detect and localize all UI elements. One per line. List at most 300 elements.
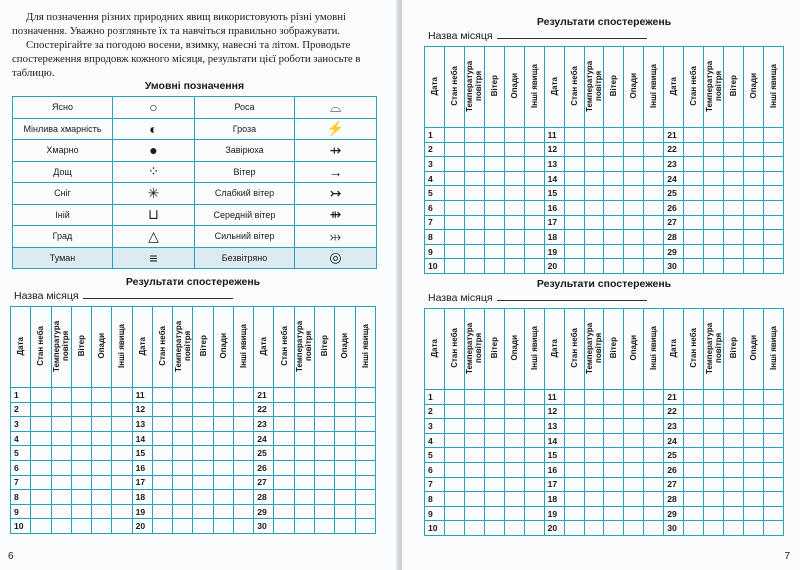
observation-cell[interactable] [31, 504, 51, 519]
observation-cell[interactable] [355, 504, 375, 519]
observation-cell[interactable] [744, 433, 764, 448]
month-input-line[interactable] [497, 292, 647, 301]
observation-cell[interactable] [504, 448, 524, 463]
observation-cell[interactable] [684, 506, 704, 521]
observation-cell[interactable] [624, 244, 644, 259]
observation-cell[interactable] [704, 521, 724, 536]
observation-cell[interactable] [444, 433, 464, 448]
observation-cell[interactable] [644, 215, 664, 230]
observation-cell[interactable] [92, 504, 112, 519]
observation-cell[interactable] [644, 477, 664, 492]
observation-cell[interactable] [564, 462, 584, 477]
observation-cell[interactable] [604, 259, 624, 274]
observation-cell[interactable] [504, 521, 524, 536]
observation-cell[interactable] [112, 460, 132, 475]
observation-cell[interactable] [233, 388, 253, 403]
observation-cell[interactable] [213, 388, 233, 403]
observation-cell[interactable] [763, 419, 783, 434]
observation-cell[interactable] [444, 462, 464, 477]
observation-cell[interactable] [112, 446, 132, 461]
observation-cell[interactable] [624, 492, 644, 507]
observation-cell[interactable] [564, 259, 584, 274]
observation-cell[interactable] [31, 402, 51, 417]
observation-cell[interactable] [524, 448, 544, 463]
observation-cell[interactable] [152, 431, 172, 446]
observation-cell[interactable] [564, 404, 584, 419]
observation-cell[interactable] [724, 492, 744, 507]
observation-cell[interactable] [504, 390, 524, 405]
observation-cell[interactable] [584, 448, 604, 463]
observation-cell[interactable] [464, 244, 484, 259]
observation-cell[interactable] [152, 519, 172, 534]
observation-cell[interactable] [173, 402, 193, 417]
observation-cell[interactable] [584, 259, 604, 274]
observation-cell[interactable] [763, 390, 783, 405]
observation-cell[interactable] [763, 186, 783, 201]
observation-cell[interactable] [584, 492, 604, 507]
observation-cell[interactable] [51, 446, 71, 461]
observation-cell[interactable] [624, 128, 644, 143]
observation-cell[interactable] [744, 230, 764, 245]
observation-cell[interactable] [763, 142, 783, 157]
observation-cell[interactable] [504, 186, 524, 201]
observation-cell[interactable] [112, 475, 132, 490]
observation-cell[interactable] [504, 462, 524, 477]
observation-cell[interactable] [464, 448, 484, 463]
observation-cell[interactable] [71, 388, 91, 403]
observation-cell[interactable] [173, 431, 193, 446]
observation-cell[interactable] [484, 128, 504, 143]
observation-cell[interactable] [704, 492, 724, 507]
observation-cell[interactable] [193, 417, 213, 432]
observation-cell[interactable] [484, 390, 504, 405]
observation-cell[interactable] [524, 259, 544, 274]
observation-cell[interactable] [173, 446, 193, 461]
observation-cell[interactable] [335, 417, 355, 432]
observation-cell[interactable] [684, 171, 704, 186]
observation-cell[interactable] [444, 142, 464, 157]
observation-cell[interactable] [71, 446, 91, 461]
observation-cell[interactable] [335, 460, 355, 475]
observation-cell[interactable] [335, 490, 355, 505]
observation-cell[interactable] [644, 448, 664, 463]
observation-cell[interactable] [763, 506, 783, 521]
observation-cell[interactable] [644, 462, 664, 477]
observation-cell[interactable] [584, 157, 604, 172]
observation-cell[interactable] [173, 417, 193, 432]
observation-cell[interactable] [584, 200, 604, 215]
observation-cell[interactable] [624, 448, 644, 463]
observation-cell[interactable] [604, 142, 624, 157]
observation-cell[interactable] [524, 230, 544, 245]
observation-cell[interactable] [744, 448, 764, 463]
observation-cell[interactable] [763, 157, 783, 172]
observation-cell[interactable] [294, 490, 314, 505]
observation-cell[interactable] [524, 492, 544, 507]
observation-cell[interactable] [584, 230, 604, 245]
observation-cell[interactable] [624, 390, 644, 405]
observation-cell[interactable] [584, 419, 604, 434]
observation-cell[interactable] [644, 186, 664, 201]
observation-cell[interactable] [31, 519, 51, 534]
observation-cell[interactable] [504, 200, 524, 215]
observation-cell[interactable] [444, 186, 464, 201]
observation-cell[interactable] [31, 490, 51, 505]
observation-cell[interactable] [464, 230, 484, 245]
observation-cell[interactable] [335, 388, 355, 403]
observation-cell[interactable] [152, 388, 172, 403]
observation-cell[interactable] [584, 215, 604, 230]
observation-cell[interactable] [604, 506, 624, 521]
observation-cell[interactable] [173, 504, 193, 519]
observation-cell[interactable] [744, 419, 764, 434]
observation-cell[interactable] [684, 259, 704, 274]
observation-cell[interactable] [564, 506, 584, 521]
observation-cell[interactable] [644, 142, 664, 157]
observation-cell[interactable] [444, 230, 464, 245]
observation-cell[interactable] [624, 462, 644, 477]
observation-cell[interactable] [564, 244, 584, 259]
observation-cell[interactable] [744, 128, 764, 143]
observation-cell[interactable] [464, 404, 484, 419]
observation-cell[interactable] [274, 402, 294, 417]
observation-cell[interactable] [464, 390, 484, 405]
observation-cell[interactable] [274, 519, 294, 534]
month-input-line[interactable] [497, 30, 647, 39]
observation-cell[interactable] [604, 230, 624, 245]
observation-cell[interactable] [355, 519, 375, 534]
observation-cell[interactable] [504, 128, 524, 143]
observation-cell[interactable] [524, 506, 544, 521]
observation-cell[interactable] [31, 460, 51, 475]
observation-cell[interactable] [31, 446, 51, 461]
observation-cell[interactable] [564, 128, 584, 143]
observation-cell[interactable] [152, 417, 172, 432]
observation-cell[interactable] [763, 230, 783, 245]
observation-cell[interactable] [704, 506, 724, 521]
observation-cell[interactable] [624, 200, 644, 215]
observation-cell[interactable] [274, 431, 294, 446]
observation-cell[interactable] [444, 244, 464, 259]
observation-cell[interactable] [274, 504, 294, 519]
observation-cell[interactable] [355, 402, 375, 417]
observation-cell[interactable] [233, 417, 253, 432]
observation-cell[interactable] [233, 402, 253, 417]
observation-cell[interactable] [464, 477, 484, 492]
observation-cell[interactable] [213, 446, 233, 461]
observation-cell[interactable] [464, 492, 484, 507]
observation-cell[interactable] [763, 128, 783, 143]
observation-cell[interactable] [744, 462, 764, 477]
observation-cell[interactable] [704, 186, 724, 201]
observation-cell[interactable] [484, 448, 504, 463]
observation-cell[interactable] [644, 390, 664, 405]
observation-cell[interactable] [604, 433, 624, 448]
observation-cell[interactable] [92, 431, 112, 446]
observation-cell[interactable] [704, 142, 724, 157]
observation-cell[interactable] [524, 142, 544, 157]
observation-cell[interactable] [193, 519, 213, 534]
observation-cell[interactable] [684, 230, 704, 245]
observation-cell[interactable] [684, 477, 704, 492]
observation-cell[interactable] [484, 462, 504, 477]
observation-cell[interactable] [524, 215, 544, 230]
observation-cell[interactable] [314, 388, 334, 403]
observation-cell[interactable] [233, 431, 253, 446]
observation-cell[interactable] [724, 157, 744, 172]
observation-cell[interactable] [624, 230, 644, 245]
observation-cell[interactable] [464, 521, 484, 536]
observation-cell[interactable] [524, 200, 544, 215]
observation-cell[interactable] [444, 171, 464, 186]
observation-cell[interactable] [704, 419, 724, 434]
observation-cell[interactable] [314, 475, 334, 490]
observation-cell[interactable] [604, 186, 624, 201]
observation-cell[interactable] [444, 128, 464, 143]
observation-cell[interactable] [564, 157, 584, 172]
observation-cell[interactable] [294, 475, 314, 490]
observation-cell[interactable] [464, 142, 484, 157]
observation-cell[interactable] [213, 417, 233, 432]
observation-cell[interactable] [213, 490, 233, 505]
observation-cell[interactable] [274, 460, 294, 475]
observation-cell[interactable] [524, 462, 544, 477]
observation-cell[interactable] [744, 244, 764, 259]
observation-cell[interactable] [233, 475, 253, 490]
observation-cell[interactable] [564, 390, 584, 405]
observation-cell[interactable] [193, 388, 213, 403]
observation-cell[interactable] [624, 404, 644, 419]
observation-cell[interactable] [644, 171, 664, 186]
observation-cell[interactable] [464, 157, 484, 172]
observation-cell[interactable] [213, 402, 233, 417]
observation-cell[interactable] [724, 419, 744, 434]
observation-cell[interactable] [564, 215, 584, 230]
observation-cell[interactable] [112, 519, 132, 534]
observation-cell[interactable] [724, 244, 744, 259]
observation-cell[interactable] [355, 446, 375, 461]
observation-cell[interactable] [684, 128, 704, 143]
observation-cell[interactable] [744, 142, 764, 157]
observation-cell[interactable] [444, 404, 464, 419]
observation-cell[interactable] [92, 490, 112, 505]
observation-cell[interactable] [724, 390, 744, 405]
observation-cell[interactable] [152, 402, 172, 417]
observation-cell[interactable] [51, 417, 71, 432]
observation-cell[interactable] [763, 404, 783, 419]
observation-cell[interactable] [173, 519, 193, 534]
observation-cell[interactable] [152, 460, 172, 475]
observation-cell[interactable] [524, 433, 544, 448]
observation-cell[interactable] [704, 230, 724, 245]
observation-cell[interactable] [584, 390, 604, 405]
observation-cell[interactable] [314, 446, 334, 461]
observation-cell[interactable] [31, 388, 51, 403]
observation-cell[interactable] [644, 419, 664, 434]
observation-cell[interactable] [444, 390, 464, 405]
observation-cell[interactable] [763, 244, 783, 259]
observation-cell[interactable] [464, 462, 484, 477]
observation-cell[interactable] [314, 460, 334, 475]
observation-cell[interactable] [763, 215, 783, 230]
observation-cell[interactable] [152, 490, 172, 505]
observation-cell[interactable] [173, 388, 193, 403]
observation-cell[interactable] [274, 417, 294, 432]
observation-cell[interactable] [684, 462, 704, 477]
observation-cell[interactable] [564, 186, 584, 201]
observation-cell[interactable] [504, 230, 524, 245]
observation-cell[interactable] [92, 417, 112, 432]
observation-cell[interactable] [152, 475, 172, 490]
observation-cell[interactable] [444, 506, 464, 521]
observation-cell[interactable] [444, 215, 464, 230]
observation-cell[interactable] [744, 157, 764, 172]
observation-cell[interactable] [484, 404, 504, 419]
observation-cell[interactable] [524, 186, 544, 201]
observation-cell[interactable] [684, 215, 704, 230]
observation-cell[interactable] [504, 492, 524, 507]
observation-cell[interactable] [355, 431, 375, 446]
observation-cell[interactable] [524, 390, 544, 405]
observation-cell[interactable] [564, 419, 584, 434]
observation-cell[interactable] [704, 215, 724, 230]
observation-cell[interactable] [564, 200, 584, 215]
observation-cell[interactable] [484, 506, 504, 521]
observation-cell[interactable] [704, 128, 724, 143]
observation-cell[interactable] [744, 200, 764, 215]
observation-cell[interactable] [704, 462, 724, 477]
observation-cell[interactable] [584, 128, 604, 143]
observation-cell[interactable] [504, 433, 524, 448]
observation-cell[interactable] [624, 259, 644, 274]
observation-cell[interactable] [584, 142, 604, 157]
observation-cell[interactable] [724, 128, 744, 143]
observation-cell[interactable] [294, 402, 314, 417]
observation-cell[interactable] [484, 171, 504, 186]
observation-cell[interactable] [724, 186, 744, 201]
observation-cell[interactable] [704, 200, 724, 215]
observation-cell[interactable] [484, 521, 504, 536]
observation-cell[interactable] [724, 477, 744, 492]
observation-cell[interactable] [724, 259, 744, 274]
observation-cell[interactable] [763, 171, 783, 186]
observation-cell[interactable] [504, 477, 524, 492]
observation-cell[interactable] [604, 419, 624, 434]
observation-cell[interactable] [294, 504, 314, 519]
observation-cell[interactable] [564, 433, 584, 448]
observation-cell[interactable] [71, 504, 91, 519]
observation-cell[interactable] [464, 200, 484, 215]
observation-cell[interactable] [644, 157, 664, 172]
observation-cell[interactable] [213, 431, 233, 446]
observation-cell[interactable] [504, 142, 524, 157]
observation-cell[interactable] [294, 431, 314, 446]
observation-cell[interactable] [504, 215, 524, 230]
observation-cell[interactable] [92, 388, 112, 403]
observation-cell[interactable] [193, 402, 213, 417]
observation-cell[interactable] [71, 460, 91, 475]
observation-cell[interactable] [294, 519, 314, 534]
observation-cell[interactable] [704, 448, 724, 463]
observation-cell[interactable] [763, 521, 783, 536]
observation-cell[interactable] [193, 490, 213, 505]
observation-cell[interactable] [233, 446, 253, 461]
observation-cell[interactable] [684, 404, 704, 419]
observation-cell[interactable] [624, 433, 644, 448]
observation-cell[interactable] [51, 460, 71, 475]
observation-cell[interactable] [355, 475, 375, 490]
observation-cell[interactable] [464, 128, 484, 143]
observation-cell[interactable] [444, 157, 464, 172]
observation-cell[interactable] [464, 433, 484, 448]
observation-cell[interactable] [744, 492, 764, 507]
observation-cell[interactable] [335, 431, 355, 446]
observation-cell[interactable] [71, 475, 91, 490]
observation-cell[interactable] [112, 402, 132, 417]
observation-cell[interactable] [152, 446, 172, 461]
observation-cell[interactable] [624, 157, 644, 172]
observation-cell[interactable] [763, 259, 783, 274]
observation-cell[interactable] [624, 142, 644, 157]
observation-cell[interactable] [484, 433, 504, 448]
observation-cell[interactable] [213, 504, 233, 519]
observation-cell[interactable] [355, 417, 375, 432]
observation-cell[interactable] [233, 460, 253, 475]
observation-cell[interactable] [584, 477, 604, 492]
observation-cell[interactable] [604, 128, 624, 143]
observation-cell[interactable] [584, 433, 604, 448]
observation-cell[interactable] [684, 448, 704, 463]
observation-cell[interactable] [314, 519, 334, 534]
observation-cell[interactable] [335, 519, 355, 534]
observation-cell[interactable] [335, 446, 355, 461]
observation-cell[interactable] [504, 404, 524, 419]
observation-cell[interactable] [744, 477, 764, 492]
observation-cell[interactable] [763, 477, 783, 492]
observation-cell[interactable] [644, 404, 664, 419]
observation-cell[interactable] [624, 521, 644, 536]
observation-cell[interactable] [51, 504, 71, 519]
observation-cell[interactable] [504, 259, 524, 274]
observation-cell[interactable] [193, 431, 213, 446]
observation-cell[interactable] [564, 171, 584, 186]
observation-cell[interactable] [294, 388, 314, 403]
observation-cell[interactable] [444, 448, 464, 463]
observation-cell[interactable] [51, 388, 71, 403]
observation-cell[interactable] [704, 390, 724, 405]
observation-cell[interactable] [684, 521, 704, 536]
observation-cell[interactable] [112, 431, 132, 446]
observation-cell[interactable] [51, 402, 71, 417]
observation-cell[interactable] [444, 477, 464, 492]
observation-cell[interactable] [233, 504, 253, 519]
observation-cell[interactable] [31, 431, 51, 446]
observation-cell[interactable] [444, 492, 464, 507]
observation-cell[interactable] [744, 259, 764, 274]
observation-cell[interactable] [724, 215, 744, 230]
observation-cell[interactable] [51, 519, 71, 534]
observation-cell[interactable] [233, 490, 253, 505]
observation-cell[interactable] [444, 200, 464, 215]
observation-cell[interactable] [584, 186, 604, 201]
observation-cell[interactable] [744, 215, 764, 230]
observation-cell[interactable] [484, 215, 504, 230]
observation-cell[interactable] [604, 521, 624, 536]
observation-cell[interactable] [294, 446, 314, 461]
observation-cell[interactable] [152, 504, 172, 519]
observation-cell[interactable] [274, 446, 294, 461]
observation-cell[interactable] [484, 200, 504, 215]
